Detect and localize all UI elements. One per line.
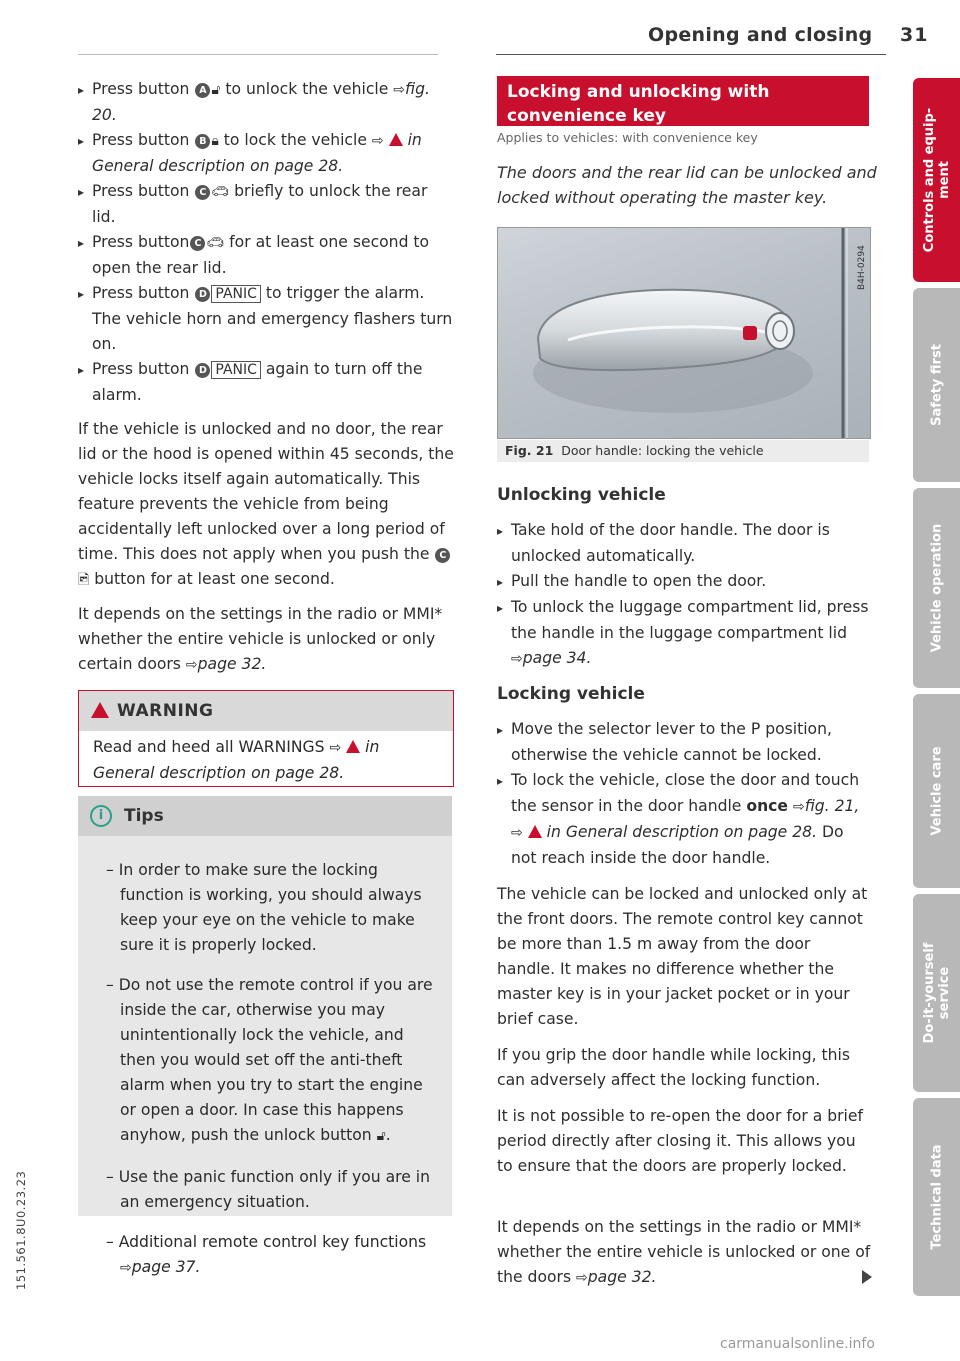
warning-box (78, 690, 454, 787)
xref-link[interactable]: in General description on page 28. (92, 131, 422, 175)
locking-heading: Locking vehicle (497, 684, 645, 704)
watermark: carmanualsonline.info (720, 1336, 875, 1352)
list-item: ▸ Take hold of the door handle. The door is unlocked automatically. (497, 518, 873, 569)
document-code: 151.561.8U0.23.23 (14, 1170, 28, 1290)
tips-header: i Tips (78, 796, 452, 836)
list-item: ▸ To lock the vehicle, close the door and touch the sensor in the door handle once ⇨fig. 21, ⇨ in General description on page 28. Do not reach inside the door handle. (497, 768, 873, 871)
warning-triangle-icon (91, 702, 109, 718)
lead-text: The doors and the rear lid can be unlocked and locked without operating the master key. (497, 163, 877, 207)
xref-link[interactable]: page 32. (197, 655, 267, 673)
xref-link[interactable]: page 32. (587, 1268, 657, 1286)
tips-box (78, 796, 452, 1277)
car-trunk-icon: 🚗︎ (211, 184, 230, 200)
left-bullet-list (78, 77, 454, 408)
list-item: ▸ Move the selector lever to the P position, otherwise the vehicle cannot be locked. (497, 717, 873, 768)
warning-triangle-icon (346, 740, 360, 753)
lock-padlock-icon: 🔒︎ (211, 133, 219, 149)
xref-link[interactable]: fig. 20. (92, 80, 430, 124)
ref-arrow-icon: ⇨ (792, 799, 805, 815)
locking-section (497, 682, 873, 871)
list-item: ▸ Press button D PANIC to trigger the alarm. The vehicle horn and emergency flashers turn on. (78, 281, 454, 357)
button-d-icon: D (195, 363, 210, 378)
tab-vehicle-care[interactable]: Vehicle care (913, 694, 960, 888)
list-item: – In order to make sure the locking function is working, you should always keep your eye on the vehicle to make sure it is properly locked. (106, 860, 422, 954)
xref-link[interactable]: page 34. (522, 649, 592, 667)
right-paragraph-front-doors: The vehicle can be locked and unlocked only at the front doors. The remote control key cannot be more than 1.5 m away from the door handle. It makes no difference whether the master key is in your jacket pocket or in your brief case. (497, 885, 868, 1028)
button-b-icon: B (195, 134, 210, 149)
list-item: – Do not use the remote control if you are inside the car, otherwise you may unintentionally lock the vehicle, and then you would set off the anti-theft alarm when you try to start the engine or open a door. In case this happens anyhow, push the unlock button 🔓︎. (106, 976, 433, 1145)
applies-to-note: Applies to vehicles: with convenience key (497, 130, 758, 145)
list-item: ▸ Press button C 🚗︎ for at least one second to open the rear lid. (78, 230, 454, 281)
page-number: 31 (900, 24, 929, 46)
ref-arrow-icon: ⇨ (185, 657, 198, 673)
tab-controls-and-equipment[interactable]: Controls and equip- ment (913, 78, 960, 282)
sensor-marker (743, 326, 757, 340)
tab-vehicle-operation[interactable]: Vehicle operation (913, 488, 960, 688)
button-c-icon: C (190, 236, 205, 251)
unlocking-heading: Unlocking vehicle (497, 485, 666, 505)
car-trunk-icon: 🚗︎ (206, 235, 225, 251)
warning-header: WARNING (79, 691, 453, 731)
ref-arrow-icon: ⇨ (511, 651, 523, 667)
ref-arrow-icon: ⇨ (393, 82, 406, 98)
tab-technical-data[interactable]: Technical data (913, 1098, 960, 1296)
section-heading: Locking and unlocking with convenience key (497, 76, 869, 126)
list-item: ▸ To unlock the luggage compartment lid, press the handle in the luggage compartment lid ⇨page 34. (497, 595, 873, 672)
list-item: ▸ Press button C 🚗︎ briefly to unlock the rear lid. (78, 179, 454, 230)
list-item: ▸ Press button A 🔓︎ to unlock the vehicle ⇨fig. 20. (78, 77, 454, 128)
tab-do-it-yourself-service[interactable]: Do-it-yourself service (913, 894, 960, 1092)
tab-safety-first[interactable]: Safety first (913, 288, 960, 482)
xref-link[interactable]: fig. 21, (804, 797, 860, 815)
ref-arrow-icon: ⇨ (120, 1260, 132, 1277)
ref-arrow-icon: ⇨ (329, 740, 342, 756)
right-paragraph-grip: If you grip the door handle while locking, this can adversely affect the locking function. (497, 1046, 850, 1089)
warning-triangle-icon (389, 133, 403, 146)
continue-arrow-icon (862, 1270, 872, 1284)
unlock-padlock-icon: 🔓︎ (211, 82, 221, 98)
left-paragraph-settings: It depends on the settings in the radio or MMI* whether the entire vehicle is unlocked or only certain doors ⇨page 32. (78, 605, 443, 673)
unlocking-section (497, 483, 873, 672)
unlock-padlock-icon: 🔓︎ (376, 1128, 386, 1145)
button-c-icon: C (435, 548, 450, 563)
figure-caption: Fig. 21 Door handle: locking the vehicle (497, 440, 869, 462)
ref-arrow-icon: ⇨ (576, 1270, 588, 1286)
header-rule (496, 54, 886, 55)
xref-link[interactable]: in General description on page 28. (93, 738, 380, 782)
left-header-rule (78, 54, 438, 55)
info-icon: i (90, 805, 112, 827)
panic-key: PANIC (211, 361, 261, 379)
warning-triangle-icon (528, 825, 542, 838)
panic-key: PANIC (211, 285, 261, 303)
ref-arrow-icon: ⇨ (371, 133, 384, 149)
button-a-icon: A (195, 83, 210, 98)
door-handle-illustration (498, 228, 870, 438)
right-paragraph-reopen: It is not possible to re-open the door for a brief period directly after closing it. This allows you to ensure that the doors are properly locked. (497, 1107, 863, 1175)
xref-link[interactable]: in General description on page 28. (546, 823, 817, 841)
list-item: ▸ Pull the handle to open the door. (497, 569, 873, 595)
list-item: ▸ Press button D PANIC again to turn off the alarm. (78, 357, 454, 408)
button-c-icon: C (195, 185, 210, 200)
ref-arrow-icon: ⇨ (511, 825, 523, 841)
figure-code: B4H-0294 (857, 245, 867, 290)
section-header-title: Opening and closing (648, 24, 873, 46)
button-d-icon: D (195, 287, 210, 302)
trunk-key-icon: 🖻︎ (78, 572, 90, 588)
list-item: – Use the panic function only if you are in an emergency situation. (106, 1167, 430, 1211)
right-paragraph-settings: It depends on the settings in the radio or MMI* whether the entire vehicle is unlocked or one of the doors ⇨page 32. (497, 1218, 871, 1286)
xref-link[interactable]: page 37. (131, 1258, 201, 1277)
list-item: ▸ Press button B 🔒︎ to lock the vehicle ⇨ in General description on page 28. (78, 128, 454, 179)
list-item: – Additional remote control key functions ⇨page 37. (106, 1233, 427, 1277)
tips-list (78, 836, 452, 1281)
warning-text: Read and heed all WARNINGS ⇨ in General description on page 28. (93, 738, 380, 782)
left-paragraph-auto-lock: If the vehicle is unlocked and no door, the rear lid or the hood is opened within 45 seconds, the vehicle locks itself again automatically. This feature prevents the vehicle from being accidentally left unlocked over a long period of time. This does not apply when you push the C🖻︎ button for at least one second. (78, 420, 454, 588)
figure-door-handle (497, 227, 871, 439)
